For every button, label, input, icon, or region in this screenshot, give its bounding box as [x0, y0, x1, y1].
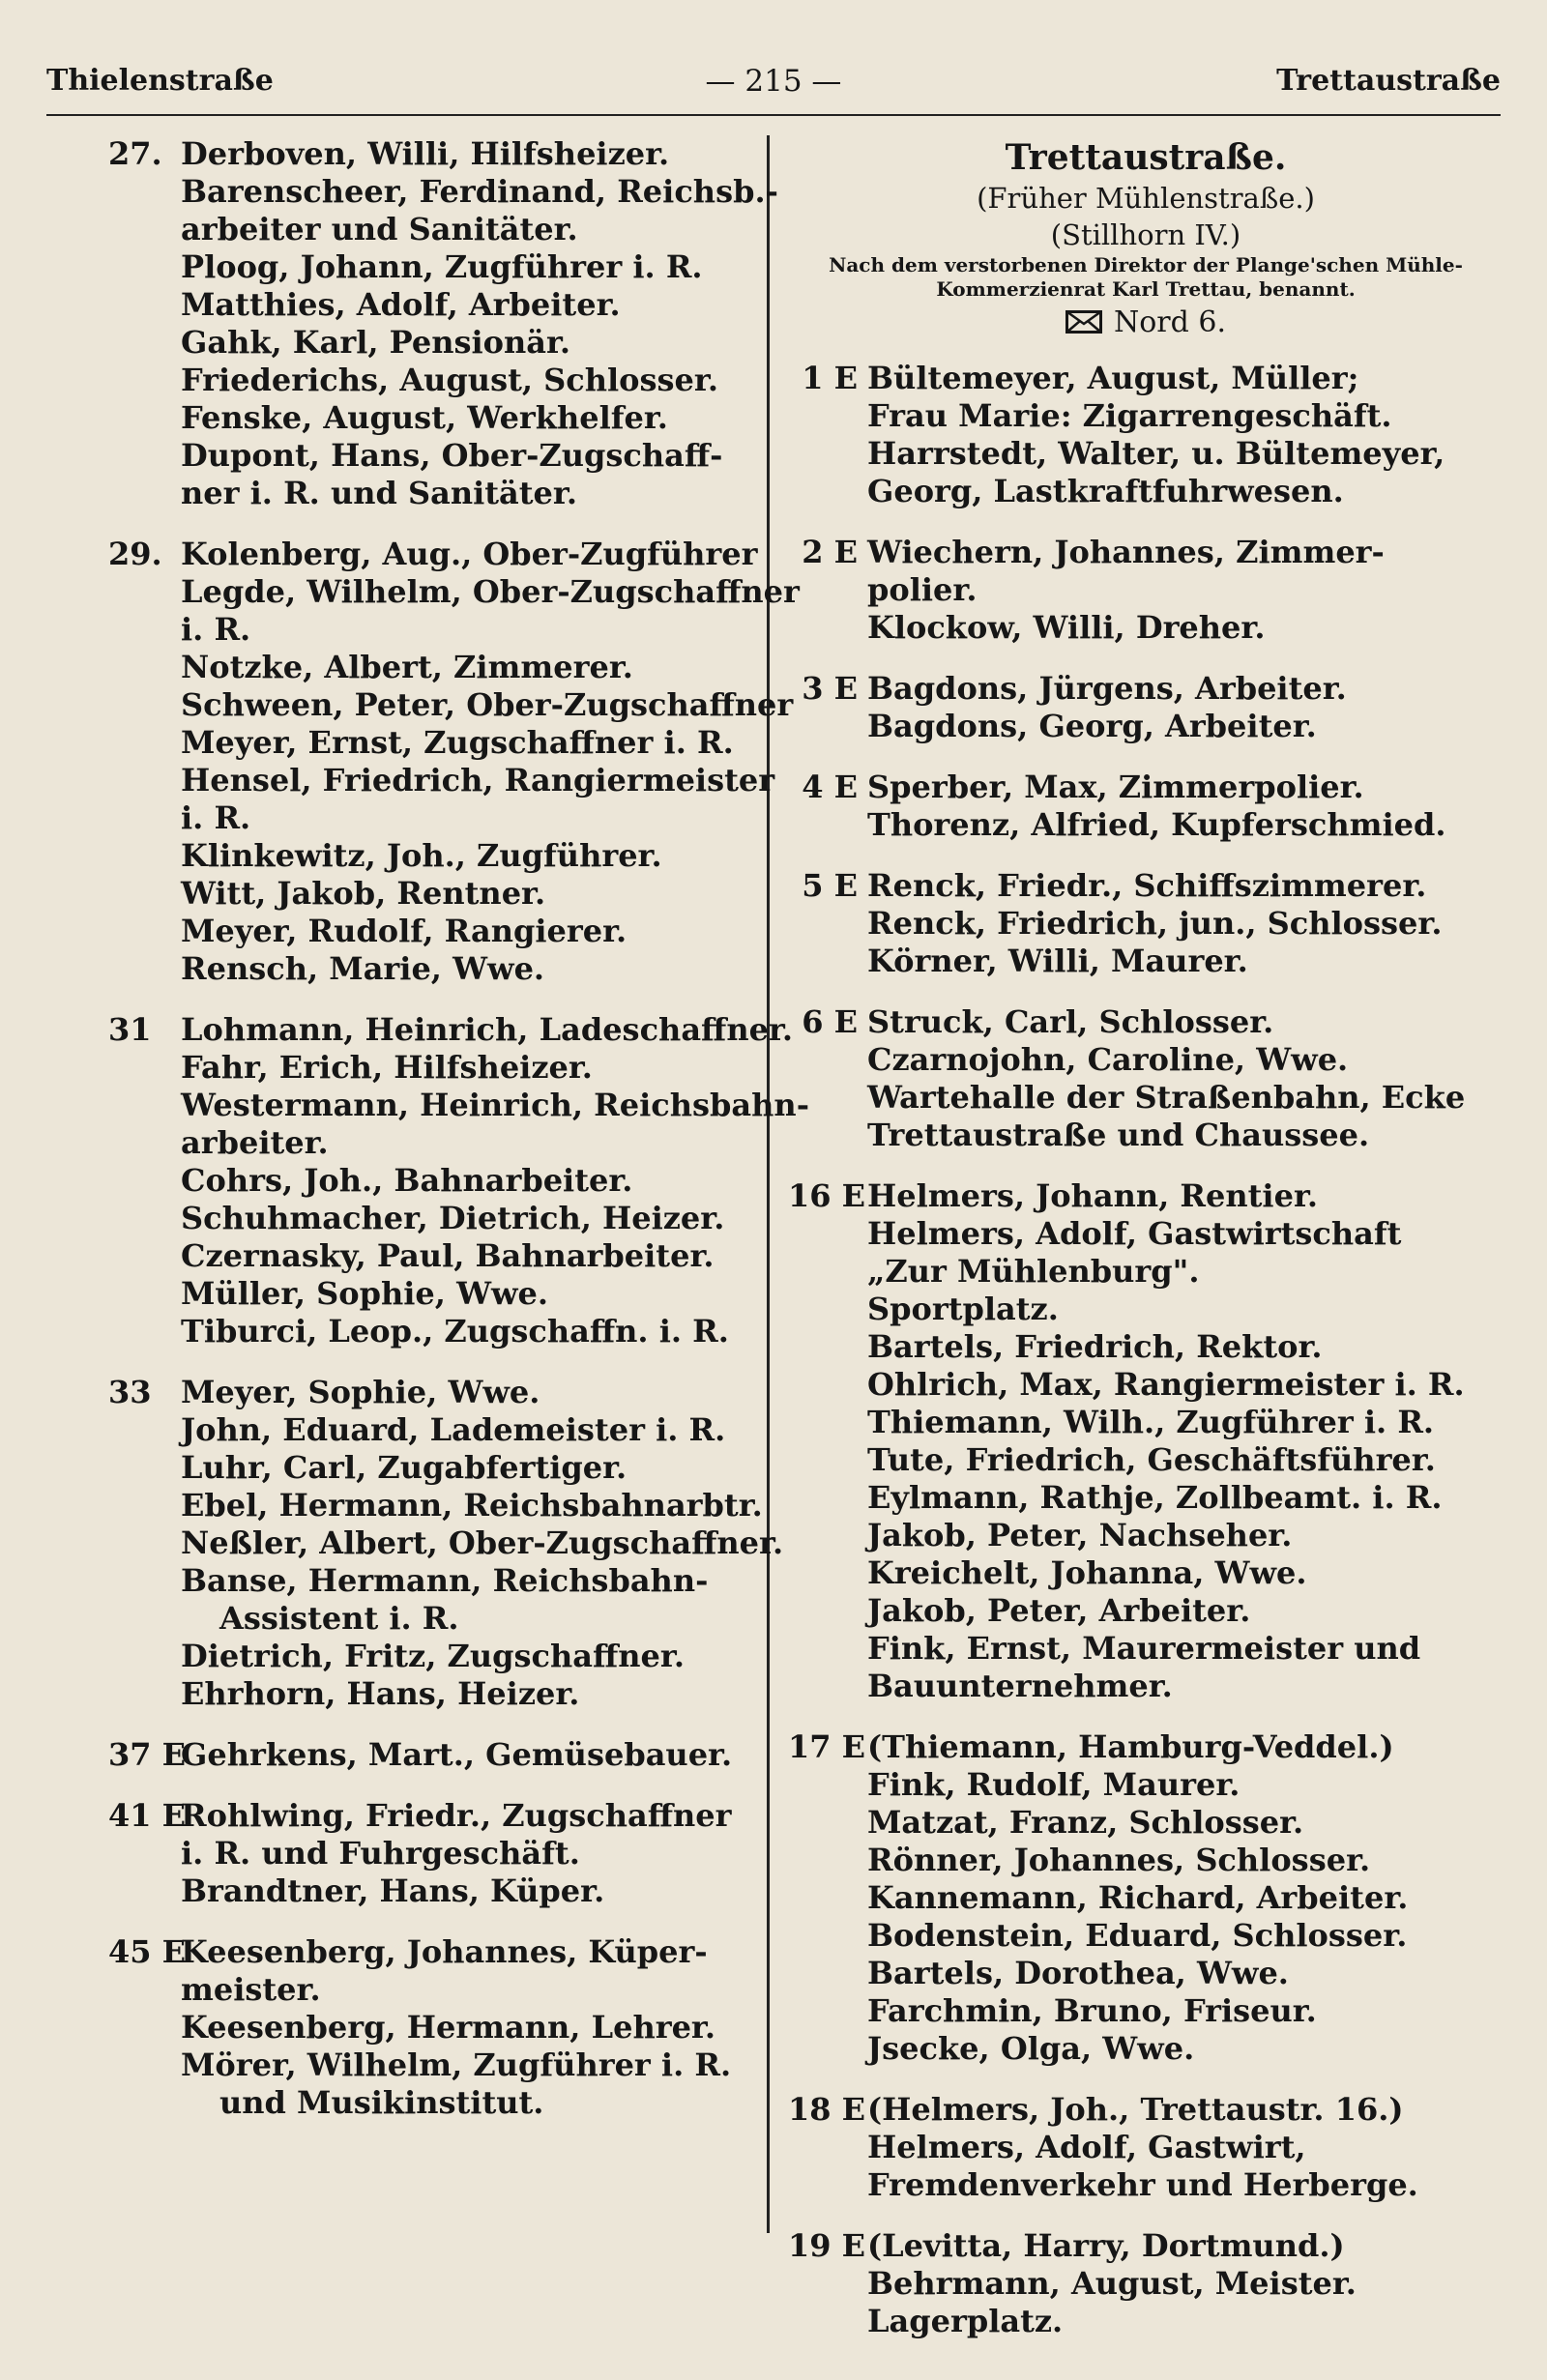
resident-line: [108, 1374, 754, 1411]
resident-line: [108, 837, 754, 875]
house-number: 19 E: [788, 2227, 866, 2264]
resident-line: [108, 913, 754, 950]
resident-text: Fahr, Erich, Hilfsheizer.: [181, 1049, 593, 1086]
house-entry: [108, 135, 778, 512]
resident-line: [108, 875, 754, 913]
resident-text: Jakob, Peter, Nachseher.: [867, 1517, 1293, 1553]
resident-line: [788, 1592, 1503, 1630]
resident-line: [788, 905, 1503, 943]
resident-line: [108, 2046, 754, 2084]
house-number: 6 E: [802, 1003, 858, 1040]
resident-line: [788, 1554, 1503, 1592]
column-divider: [767, 135, 770, 2233]
house-number: 4 E: [802, 769, 858, 805]
resident-line: [108, 536, 758, 573]
street-heading: [788, 135, 1503, 344]
house-entry: [788, 670, 1503, 745]
resident-text: Keesenberg, Johannes, Küper-: [181, 1933, 708, 1970]
resident-line: [788, 1215, 1503, 1253]
house-entry: [788, 1003, 1503, 1154]
resident-text: Notzke, Albert, Zimmerer.: [181, 649, 633, 685]
resident-line: [108, 286, 754, 324]
resident-line: [788, 1917, 1503, 1955]
resident-text: Matzat, Franz, Schlosser.: [867, 1804, 1304, 1841]
resident-line: [788, 943, 1503, 980]
resident-line: [108, 1449, 754, 1487]
resident-text: Fenske, August, Werkhelfer.: [181, 399, 668, 436]
resident-line: [108, 248, 754, 286]
street-former-name: (Früher Mühlenstraße.): [977, 182, 1315, 215]
street-title: Trettaustraße.: [1005, 137, 1287, 178]
house-entry: [108, 536, 800, 988]
resident-line: [108, 950, 754, 988]
resident-line: [788, 1955, 1503, 1992]
envelope-icon: [1065, 310, 1102, 334]
resident-text: Kolenberg, Aug., Ober-Zugführer: [181, 536, 758, 572]
resident-line: [788, 1177, 1503, 1215]
resident-line: [108, 2084, 754, 2122]
resident-text: Farchmin, Bruno, Friseur.: [867, 1992, 1317, 2029]
house-entry: [108, 1797, 754, 1910]
house-entry: [788, 360, 1503, 510]
resident-text: Friederichs, August, Schlosser.: [181, 362, 718, 398]
resident-line: [108, 1971, 754, 2009]
resident-line: [108, 135, 754, 173]
house-number: 33: [108, 1374, 152, 1410]
street-district: (Stillhorn IV.): [1050, 218, 1241, 251]
resident-text: Schween, Peter, Ober-Zugschaffner: [181, 686, 794, 723]
resident-text: Sportplatz.: [867, 1291, 1059, 1327]
resident-line: [108, 1411, 754, 1449]
resident-line: [788, 397, 1503, 435]
house-number: 27.: [108, 135, 162, 172]
resident-text: Barenscheer, Ferdinand, Reichsb.-: [181, 173, 778, 210]
resident-line: [108, 1011, 793, 1049]
resident-text: Rönner, Johannes, Schlosser.: [867, 1842, 1371, 1878]
header-right-street: Trettaustraße: [1276, 64, 1501, 98]
resident-line: [788, 473, 1503, 510]
resident-line: [108, 573, 800, 611]
house-entry: [788, 769, 1503, 844]
resident-line: [788, 2030, 1503, 2068]
house-number: 45 E: [108, 1933, 187, 1970]
house-entry: [108, 1933, 754, 2122]
resident-text: Georg, Lastkraftfuhrwesen.: [867, 473, 1344, 509]
house-entry: [108, 1011, 809, 1350]
resident-text: Eylmann, Rathje, Zollbeamt. i. R.: [867, 1479, 1443, 1516]
resident-line: [788, 1404, 1503, 1441]
resident-line: [788, 1079, 1503, 1117]
resident-text: Thiemann, Wilh., Zugführer i. R.: [867, 1404, 1435, 1440]
resident-text: (Helmers, Joh., Trettaustr. 16.): [867, 2091, 1404, 2128]
resident-text: Renck, Friedrich, jun., Schlosser.: [867, 905, 1443, 942]
resident-line: [108, 1562, 754, 1600]
resident-line: [788, 1992, 1503, 2030]
resident-text: Ebel, Hermann, Reichsbahnarbtr.: [181, 1487, 763, 1524]
resident-line: [108, 1675, 754, 1713]
resident-text: i. R.: [181, 799, 251, 836]
resident-line: [788, 769, 1503, 806]
resident-text: Banse, Hermann, Reichsbahn-: [181, 1562, 709, 1599]
house-number: 37 E: [108, 1736, 187, 1773]
resident-line: [788, 2227, 1503, 2265]
resident-line: [108, 1487, 763, 1524]
resident-text: i. R.: [181, 611, 251, 648]
left-column: [108, 135, 809, 2145]
resident-line: [788, 1842, 1503, 1879]
resident-text: und Musikinstitut.: [219, 2084, 544, 2121]
house-entry: [788, 2227, 1503, 2340]
resident-line: [108, 1600, 754, 1638]
resident-line: [788, 435, 1503, 473]
resident-line: [788, 2166, 1503, 2204]
house-entry: [788, 1728, 1503, 2068]
resident-text: Cohrs, Joh., Bahnarbeiter.: [181, 1162, 633, 1199]
resident-text: Bauunternehmer.: [867, 1668, 1173, 1704]
resident-text: Luhr, Carl, Zugabfertiger.: [181, 1449, 628, 1486]
resident-text: Hensel, Friedrich, Rangiermeister: [181, 762, 775, 798]
resident-text: Neßler, Albert, Ober-Zugschaffner.: [181, 1524, 784, 1561]
resident-text: Ploog, Johann, Zugführer i. R.: [181, 248, 703, 285]
house-entry: [788, 1177, 1503, 1705]
resident-text: Trettaustraße und Chaussee.: [867, 1117, 1370, 1153]
resident-line: [788, 1328, 1503, 1366]
house-number: 3 E: [802, 670, 858, 707]
resident-text: Harrstedt, Walter, u. Bültemeyer,: [867, 435, 1445, 472]
resident-text: Bartels, Dorothea, Wwe.: [867, 1955, 1289, 1991]
resident-text: Struck, Carl, Schlosser.: [867, 1003, 1274, 1040]
resident-text: meister.: [181, 1971, 321, 2008]
resident-line: [788, 1479, 1503, 1517]
resident-text: Meyer, Rudolf, Rangierer.: [181, 913, 628, 949]
resident-text: Klockow, Willi, Dreher.: [867, 609, 1266, 646]
resident-text: Czarnojohn, Caroline, Wwe.: [867, 1041, 1349, 1078]
resident-text: (Thiemann, Hamburg-Veddel.): [867, 1728, 1394, 1765]
resident-line: [788, 534, 1503, 571]
resident-line: [788, 708, 1503, 745]
resident-text: Renck, Friedr., Schiffszimmerer.: [867, 867, 1427, 904]
resident-line: [108, 611, 754, 649]
resident-text: „Zur Mühlenburg".: [867, 1253, 1200, 1290]
resident-line: [788, 360, 1503, 397]
resident-text: Behrmann, August, Meister.: [867, 2265, 1357, 2302]
resident-text: Fink, Rudolf, Maurer.: [867, 1766, 1241, 1803]
resident-line: [788, 1728, 1503, 1766]
resident-text: Dietrich, Fritz, Zugschaffner.: [181, 1638, 685, 1674]
resident-text: Jsecke, Olga, Wwe.: [867, 2030, 1195, 2067]
resident-text: Kreichelt, Johanna, Wwe.: [867, 1554, 1307, 1591]
resident-line: [788, 1517, 1503, 1554]
resident-text: John, Eduard, Lademeister i. R.: [181, 1411, 726, 1448]
resident-text: Sperber, Max, Zimmerpolier.: [867, 769, 1364, 805]
house-number: 2 E: [802, 534, 858, 570]
resident-text: Witt, Jakob, Rentner.: [181, 875, 546, 912]
resident-text: Schuhmacher, Dietrich, Heizer.: [181, 1200, 725, 1236]
resident-line: [108, 211, 754, 248]
resident-line: [108, 437, 754, 475]
resident-text: Kannemann, Richard, Arbeiter.: [867, 1879, 1409, 1916]
resident-line: [108, 1049, 754, 1087]
resident-line: [108, 1797, 754, 1835]
house-number: 5 E: [802, 867, 858, 904]
resident-line: [788, 1117, 1503, 1154]
resident-line: [108, 475, 754, 512]
resident-text: Bodenstein, Eduard, Schlosser.: [867, 1917, 1408, 1954]
resident-line: [788, 1766, 1503, 1804]
resident-text: Brandtner, Hans, Küper.: [181, 1872, 605, 1909]
resident-line: [108, 1736, 754, 1774]
postal-district-label: Nord 6.: [1113, 305, 1226, 339]
resident-text: Ohlrich, Max, Rangiermeister i. R.: [867, 1366, 1465, 1403]
resident-line: [108, 1162, 754, 1200]
resident-line: [108, 1124, 754, 1162]
resident-text: Assistent i. R.: [219, 1600, 459, 1637]
resident-text: Wartehalle der Straßenbahn, Ecke: [867, 1079, 1466, 1116]
resident-text: Meyer, Sophie, Wwe.: [181, 1374, 540, 1410]
resident-text: Frau Marie: Zigarrengeschäft.: [867, 397, 1392, 434]
resident-line: [108, 1872, 754, 1910]
resident-line: [788, 609, 1503, 647]
resident-text: Klinkewitz, Joh., Zugführer.: [181, 837, 662, 874]
house-number: 1 E: [802, 360, 858, 396]
resident-line: [108, 324, 754, 362]
postal-district: [788, 302, 1503, 344]
resident-line: [108, 1087, 809, 1124]
resident-text: Helmers, Adolf, Gastwirt,: [867, 2129, 1306, 2165]
resident-line: [788, 1879, 1503, 1917]
resident-line: [788, 1041, 1503, 1079]
resident-text: Bagdons, Jürgens, Arbeiter.: [867, 670, 1347, 707]
resident-line: [788, 1668, 1503, 1705]
resident-line: [788, 806, 1503, 844]
resident-text: Keesenberg, Hermann, Lehrer.: [181, 2009, 715, 2046]
resident-line: [108, 649, 754, 686]
resident-text: Fremdenverkehr und Herberge.: [867, 2166, 1418, 2203]
house-entry: [788, 534, 1503, 647]
resident-line: [108, 1524, 784, 1562]
resident-text: Matthies, Adolf, Arbeiter.: [181, 286, 621, 323]
resident-line: [788, 1630, 1503, 1668]
right-entries: [788, 360, 1503, 2340]
resident-text: polier.: [867, 571, 978, 608]
right-column: [788, 135, 1503, 2364]
resident-text: Bültemeyer, August, Müller;: [867, 360, 1359, 396]
house-number: 18 E: [788, 2091, 866, 2128]
resident-line: [108, 762, 775, 799]
resident-text: Derboven, Willi, Hilfsheizer.: [181, 135, 670, 172]
resident-text: ner i. R. und Sanitäter.: [181, 475, 577, 511]
resident-text: Ehrhorn, Hans, Heizer.: [181, 1675, 580, 1712]
resident-text: Mörer, Wilhelm, Zugführer i. R.: [181, 2046, 732, 2083]
resident-text: Müller, Sophie, Wwe.: [181, 1275, 549, 1312]
resident-text: Jakob, Peter, Arbeiter.: [867, 1592, 1251, 1629]
resident-line: [788, 2265, 1503, 2303]
resident-line: [788, 1441, 1503, 1479]
resident-line: [108, 1933, 754, 1971]
house-number: 29.: [108, 536, 162, 572]
resident-text: i. R. und Fuhrgeschäft.: [181, 1835, 580, 1872]
resident-text: Rensch, Marie, Wwe.: [181, 950, 545, 987]
resident-line: [788, 2091, 1503, 2129]
resident-line: [108, 1200, 754, 1237]
resident-line: [108, 399, 754, 437]
resident-line: [108, 1638, 754, 1675]
resident-text: Fink, Ernst, Maurermeister und: [867, 1630, 1421, 1667]
resident-line: [108, 1237, 754, 1275]
resident-text: arbeiter und Sanitäter.: [181, 211, 578, 247]
header-left-street: Thielenstraße: [46, 64, 274, 98]
page-number: — 215 —: [705, 64, 842, 99]
resident-line: [108, 799, 754, 837]
resident-line: [108, 173, 778, 211]
resident-text: arbeiter.: [181, 1124, 329, 1161]
resident-text: Helmers, Adolf, Gastwirtschaft: [867, 1215, 1402, 1252]
resident-line: [788, 2129, 1503, 2166]
resident-line: [108, 1313, 754, 1350]
resident-text: Tiburci, Leop., Zugschaffn. i. R.: [181, 1313, 729, 1350]
resident-text: Tute, Friedrich, Geschäftsführer.: [867, 1441, 1436, 1478]
resident-text: Westermann, Heinrich, Reichsbahn-: [181, 1087, 809, 1123]
header-rule: [46, 114, 1501, 116]
house-entry: [108, 1736, 754, 1774]
resident-line: [788, 571, 1503, 609]
house-entry: [788, 2091, 1503, 2204]
resident-text: Bagdons, Georg, Arbeiter.: [867, 708, 1317, 744]
street-name-origin-line2: Kommerzienrat Karl Trettau, benannt.: [936, 277, 1356, 301]
resident-text: Rohlwing, Friedr., Zugschaffner: [181, 1797, 732, 1834]
resident-line: [108, 1275, 754, 1313]
resident-text: (Levitta, Harry, Dortmund.): [867, 2227, 1345, 2264]
resident-text: Czernasky, Paul, Bahnarbeiter.: [181, 1237, 715, 1274]
resident-text: Gahk, Karl, Pensionär.: [181, 324, 571, 361]
resident-line: [788, 867, 1503, 905]
resident-text: Wiechern, Johannes, Zimmer-: [867, 534, 1385, 570]
resident-text: Lohmann, Heinrich, Ladeschaffner.: [181, 1011, 793, 1048]
resident-line: [108, 362, 754, 399]
resident-line: [788, 1366, 1503, 1404]
resident-text: Legde, Wilhelm, Ober-Zugschaffner: [181, 573, 800, 610]
resident-line: [108, 724, 754, 762]
page-header: [46, 64, 1501, 112]
house-entry: [108, 1374, 784, 1713]
resident-text: Dupont, Hans, Ober-Zugschaff-: [181, 437, 723, 474]
resident-text: Thorenz, Alfried, Kupferschmied.: [867, 806, 1446, 843]
resident-line: [788, 1291, 1503, 1328]
resident-text: Bartels, Friedrich, Rektor.: [867, 1328, 1323, 1365]
resident-line: [788, 2303, 1503, 2340]
resident-line: [108, 686, 794, 724]
resident-line: [108, 2009, 754, 2046]
house-number: 41 E: [108, 1797, 187, 1834]
house-number: 16 E: [788, 1177, 866, 1214]
resident-text: Lagerplatz.: [867, 2303, 1064, 2339]
resident-line: [788, 1253, 1503, 1291]
house-number: 31: [108, 1011, 152, 1048]
resident-line: [788, 1003, 1503, 1041]
street-name-origin-line1: Nach dem verstorbenen Direktor der Plange'schen Mühle-: [829, 253, 1463, 276]
resident-line: [788, 1804, 1503, 1842]
resident-text: Gehrkens, Mart., Gemüsebauer.: [181, 1736, 733, 1773]
resident-text: Helmers, Johann, Rentier.: [867, 1177, 1318, 1214]
resident-line: [788, 670, 1503, 708]
house-entry: [788, 867, 1503, 980]
resident-text: Körner, Willi, Maurer.: [867, 943, 1248, 979]
resident-line: [108, 1835, 754, 1872]
resident-text: Meyer, Ernst, Zugschaffner i. R.: [181, 724, 734, 761]
house-number: 17 E: [788, 1728, 866, 1765]
